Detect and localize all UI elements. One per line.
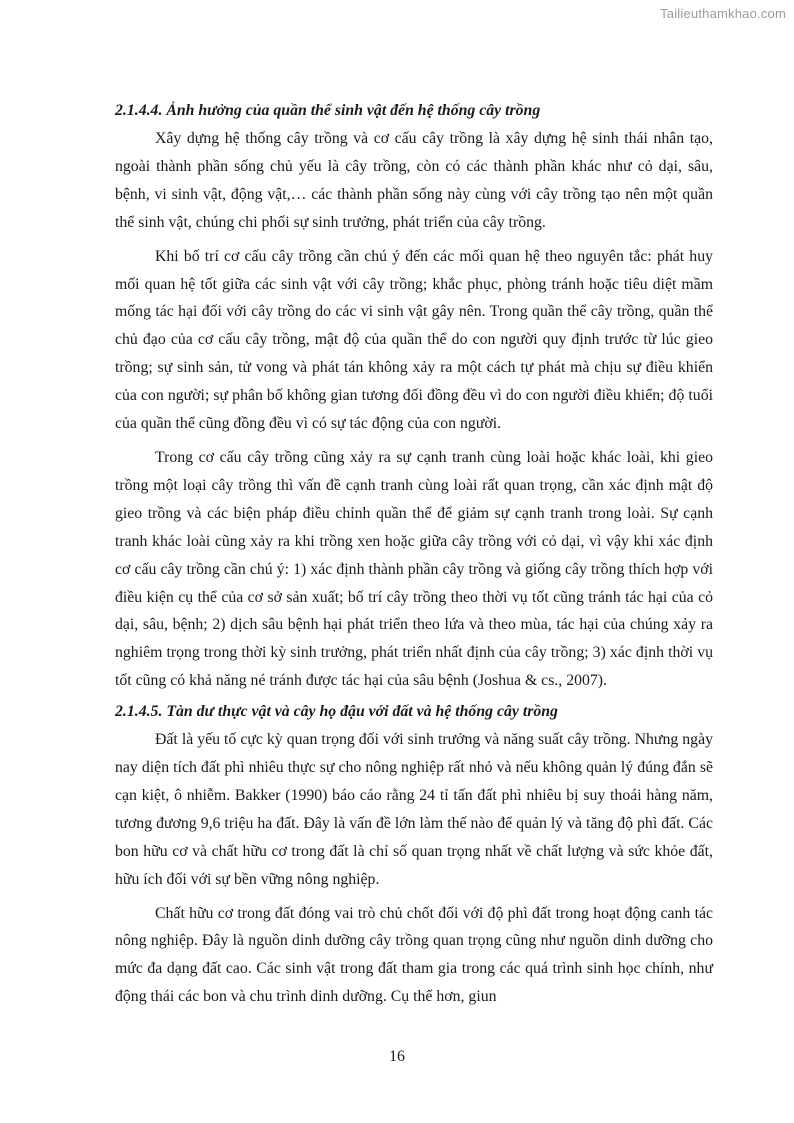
section-title-2-1-4-5: 2.1.4.5. Tàn dư thực vật và cây họ đậu với đất và hệ thống cây trồng [115,703,558,721]
document-body [115,96,713,1011]
paragraph: Trong cơ cấu cây trồng cũng xảy ra sự cạnh tranh cùng loài hoặc khác loài, khi gieo trồng một loại cây trồng thì vấn đề cạnh tranh cùng loài rất quan trọng, cần xác định mật độ gieo trồng và các biện pháp điều chỉnh quần thể để giảm sự cạnh tranh trong loài. Sự cạnh tranh khác loài cũng xảy ra khi trồng xen hoặc giữa cây trồng với cỏ dại, vì vậy khi xác định cơ cấu cây trồng cần chú ý: 1) xác định thành phần cây trồng và giống cây trồng thích hợp với điều kiện cụ thể của cơ sở sản xuất; bố trí cây trồng theo thời vụ tốt cũng tránh tác hại của cỏ dại, sâu, bệnh; 2) dịch sâu bệnh hại phát triển theo lứa và theo mùa, tác hại của chúng xảy ra nghiêm trọng trong thời kỳ sinh trưởng, phát triển nhất định của cây trồng; 3) xác định thời vụ tốt cũng có khả năng né tránh được tác hại của sâu bệnh (Joshua & cs., 2007). [115,448,713,690]
paragraph: Chất hữu cơ trong đất đóng vai trò chủ chốt đối với độ phì đất trong hoạt động canh tác nông nghiệp. Đây là nguồn dinh dưỡng cây trồng quan trọng cũng như nguồn dinh dưỡng cho mức đa dạng đất cao. Các sinh vật trong đất tham gia trong các quá trình sinh học chính, như động thái các bon và chu trình dinh dưỡng. Cụ thể hơn, giun [115,904,713,1006]
page-number: 16 [389,1048,405,1065]
section-title-2-1-4-4: 2.1.4.4. Ảnh hưởng của quần thể sinh vật đến hệ thống cây trồng [115,102,541,119]
paragraph: Xây dựng hệ thống cây trồng và cơ cấu cây trồng là xây dựng hệ sinh thái nhân tạo, ngoài thành phần sống chủ yếu là cây trồng, còn có các thành phần khác như cỏ dại, sâu, bệnh, vi sinh vật, động vật,… các thành phần sống này cùng với cây trồng tạo nên một quần thể sinh vật, chúng chi phối sự sinh trưởng, phát triển của cây trồng. [115,130,713,231]
watermark: Tailieuthamkhao.com [660,6,786,21]
paragraph: Khi bố trí cơ cấu cây trồng cần chú ý đến các mối quan hệ theo nguyên tắc: phát huy mối quan hệ tốt giữa các sinh vật với cây trồng; khắc phục, phòng tránh hoặc tiêu diệt mầm mống tác hại đối với cây trồng do các vi sinh vật gây nên. Trong quần thể cây trồng, quần thể chủ đạo của cơ cấu cây trồng, mật độ của quần thể do con người quy định trước từ lúc gieo trồng; sự sinh sản, tử vong và phát tán không xảy ra một cách tự phát mà chịu sự điều khiển của con người; sự phân bố không gian tương đối đồng đều vì do con người điều khiển; độ tuổi của quần thể cũng đồng đều vì có sự tác động của con người. [115,247,713,433]
paragraph: Đất là yếu tố cực kỳ quan trọng đối với sinh trưởng và năng suất cây trồng. Nhưng ngày nay diện tích đất phì nhiêu thực sự cho nông nghiệp rất nhỏ và nếu không quản lý đúng đắn sẽ cạn kiệt, ô nhiễm. Bakker (1990) báo cáo rằng 24 tỉ tấn đất phì nhiêu bị suy thoái hàng năm, tương đương 9,6 triệu ha đất. Đây là vấn đề lớn làm thế nào để quản lý và tăng độ phì đất. Các bon hữu cơ và chất hữu cơ trong đất là chỉ số quan trọng nhất về chất lượng và sức khỏe đất, hữu ích đối với sự bền vững nông nghiệp. [115,731,713,888]
